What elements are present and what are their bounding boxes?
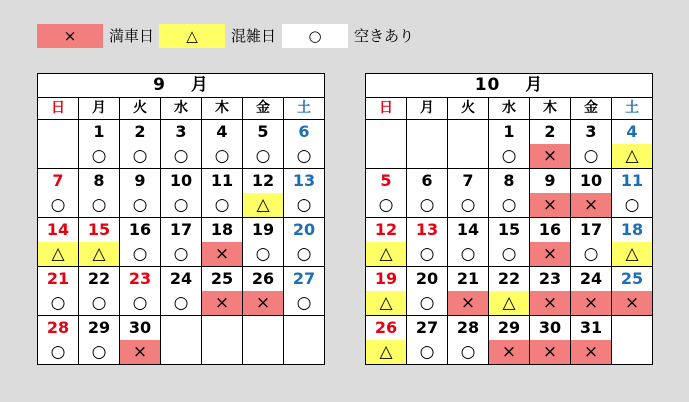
weekday-label: 日 <box>366 98 407 119</box>
available-marker-icon: ○ <box>214 194 230 215</box>
day-number: 27 <box>292 269 316 288</box>
day-cell <box>120 120 161 168</box>
day-cell <box>612 267 652 315</box>
day-number: 9 <box>544 171 556 190</box>
day-cell <box>366 169 407 217</box>
day-number: 25 <box>210 269 234 288</box>
weekday-label: 火 <box>120 98 161 119</box>
available-marker-icon: ○ <box>296 292 312 313</box>
empty-day-cell <box>38 120 79 168</box>
legend-label: 混雑日 <box>231 27 277 45</box>
full-marker-icon: × <box>571 340 611 364</box>
weekday-label: 火 <box>448 98 489 119</box>
day-number: 3 <box>175 122 187 141</box>
day-cell <box>448 169 489 217</box>
busy-marker-icon: △ <box>366 242 406 266</box>
empty-day-cell <box>407 120 448 168</box>
day-cell <box>448 218 489 266</box>
weekday-label: 金 <box>571 98 612 119</box>
day-cell <box>243 267 284 315</box>
day-number: 18 <box>620 220 644 239</box>
day-number: 20 <box>292 220 316 239</box>
day-cell <box>448 316 489 364</box>
available-marker-icon: ○ <box>583 145 599 166</box>
available-marker-icon: ○ <box>419 243 435 264</box>
day-cell <box>571 218 612 266</box>
week-row <box>38 316 324 364</box>
calendar-grid <box>366 120 652 364</box>
day-number: 12 <box>374 220 398 239</box>
busy-marker-icon: △ <box>366 291 406 315</box>
weekday-label: 水 <box>161 98 202 119</box>
day-cell <box>38 267 79 315</box>
day-number: 16 <box>128 220 152 239</box>
calendar-title: 10 月 <box>366 74 652 98</box>
day-number: 16 <box>538 220 562 239</box>
empty-day-cell <box>366 120 407 168</box>
available-marker-icon: ○ <box>419 341 435 362</box>
day-cell <box>202 120 243 168</box>
day-cell <box>38 218 79 266</box>
weekday-label: 金 <box>243 98 284 119</box>
day-cell <box>79 267 120 315</box>
day-number: 26 <box>251 269 275 288</box>
available-marker-icon: ○ <box>214 145 230 166</box>
day-cell <box>407 316 448 364</box>
available-marker-icon: ○ <box>173 145 189 166</box>
available-marker-icon: ○ <box>132 145 148 166</box>
legend-label: 満車日 <box>109 27 155 45</box>
available-marker-icon: ○ <box>583 243 599 264</box>
weekday-label: 月 <box>79 98 120 119</box>
day-number: 6 <box>421 171 433 190</box>
day-cell <box>284 218 324 266</box>
day-cell <box>530 316 571 364</box>
day-cell <box>407 267 448 315</box>
day-number: 17 <box>579 220 603 239</box>
day-number: 3 <box>585 122 597 141</box>
full-marker-icon: × <box>448 291 488 315</box>
day-cell <box>530 267 571 315</box>
day-cell <box>161 267 202 315</box>
day-number: 8 <box>503 171 515 190</box>
day-number: 26 <box>374 318 398 337</box>
available-marker-icon: ○ <box>296 194 312 215</box>
day-number: 27 <box>415 318 439 337</box>
busy-marker-icon: △ <box>612 242 652 266</box>
day-number: 28 <box>46 318 70 337</box>
busy-marker-icon: △ <box>612 144 652 168</box>
week-row <box>366 120 652 169</box>
day-number: 15 <box>87 220 111 239</box>
day-cell <box>571 316 612 364</box>
day-number: 18 <box>210 220 234 239</box>
full-marker-icon: × <box>120 340 160 364</box>
available-marker-icon: ○ <box>282 24 348 48</box>
available-marker-icon: ○ <box>501 243 517 264</box>
day-number: 30 <box>128 318 152 337</box>
day-cell <box>530 218 571 266</box>
day-number: 5 <box>257 122 269 141</box>
empty-day-cell <box>161 316 202 364</box>
day-cell <box>407 169 448 217</box>
day-number: 7 <box>52 171 64 190</box>
available-marker-icon: ○ <box>460 341 476 362</box>
busy-marker-icon: △ <box>79 242 119 266</box>
day-cell <box>120 169 161 217</box>
day-cell <box>571 169 612 217</box>
day-cell <box>79 218 120 266</box>
day-number: 31 <box>579 318 603 337</box>
empty-day-cell <box>284 316 324 364</box>
day-cell <box>489 218 530 266</box>
busy-marker-icon: △ <box>159 24 225 48</box>
available-marker-icon: ○ <box>173 243 189 264</box>
day-number: 2 <box>544 122 556 141</box>
busy-marker-icon: △ <box>38 242 78 266</box>
full-marker-icon: × <box>37 24 103 48</box>
day-cell <box>79 120 120 168</box>
weekday-label: 土 <box>625 100 639 116</box>
full-marker-icon: × <box>530 340 570 364</box>
day-cell <box>202 218 243 266</box>
day-cell <box>530 120 571 168</box>
day-cell <box>612 218 652 266</box>
day-number: 12 <box>251 171 275 190</box>
day-number: 2 <box>134 122 146 141</box>
day-number: 13 <box>415 220 439 239</box>
day-cell <box>284 120 324 168</box>
full-marker-icon: × <box>530 144 570 168</box>
empty-day-cell <box>448 120 489 168</box>
available-marker-icon: ○ <box>419 292 435 313</box>
available-marker-icon: ○ <box>378 194 394 215</box>
day-cell <box>120 218 161 266</box>
weekday-label: 土 <box>297 100 311 116</box>
calendar-september <box>37 73 325 365</box>
available-marker-icon: ○ <box>132 292 148 313</box>
day-number: 4 <box>626 122 638 141</box>
day-cell <box>120 267 161 315</box>
week-row <box>38 218 324 267</box>
full-marker-icon: × <box>530 193 570 217</box>
week-row <box>38 267 324 316</box>
available-marker-icon: ○ <box>460 243 476 264</box>
day-cell <box>571 120 612 168</box>
day-cell <box>448 267 489 315</box>
day-cell <box>202 267 243 315</box>
legend-label: 空きあり <box>354 27 415 45</box>
day-number: 14 <box>456 220 480 239</box>
day-number: 1 <box>503 122 515 141</box>
day-number: 30 <box>538 318 562 337</box>
day-number: 11 <box>210 171 234 190</box>
full-marker-icon: × <box>530 242 570 266</box>
busy-marker-icon: △ <box>366 340 406 364</box>
day-number: 8 <box>93 171 105 190</box>
busy-marker-icon: △ <box>243 193 283 217</box>
day-number: 29 <box>497 318 521 337</box>
day-cell <box>612 169 652 217</box>
day-cell <box>243 218 284 266</box>
weekday-label: 水 <box>489 98 530 119</box>
weekday-label: 月 <box>407 98 448 119</box>
busy-marker-icon: △ <box>489 291 529 315</box>
calendar-grid <box>38 120 324 364</box>
full-marker-icon: × <box>571 193 611 217</box>
available-marker-icon: ○ <box>296 145 312 166</box>
day-number: 22 <box>87 269 111 288</box>
day-cell <box>489 169 530 217</box>
day-number: 23 <box>128 269 152 288</box>
full-marker-icon: × <box>202 242 242 266</box>
full-marker-icon: × <box>612 291 652 315</box>
day-cell <box>489 267 530 315</box>
day-cell <box>161 218 202 266</box>
day-number: 25 <box>620 269 644 288</box>
week-row <box>366 218 652 267</box>
day-cell <box>366 267 407 315</box>
day-number: 24 <box>579 269 603 288</box>
available-marker-icon: ○ <box>296 243 312 264</box>
available-marker-icon: ○ <box>50 341 66 362</box>
weekday-label: 日 <box>38 98 79 119</box>
weekday-label: 木 <box>202 98 243 119</box>
day-cell <box>79 316 120 364</box>
available-marker-icon: ○ <box>91 341 107 362</box>
calendar-title: 9 月 <box>38 74 324 98</box>
day-cell <box>284 169 324 217</box>
day-number: 5 <box>380 171 392 190</box>
day-number: 7 <box>462 171 474 190</box>
available-marker-icon: ○ <box>132 243 148 264</box>
week-row <box>38 120 324 169</box>
day-number: 11 <box>620 171 644 190</box>
weekday-label: 木 <box>530 98 571 119</box>
day-number: 19 <box>374 269 398 288</box>
available-marker-icon: ○ <box>255 243 271 264</box>
available-marker-icon: ○ <box>91 145 107 166</box>
day-number: 15 <box>497 220 521 239</box>
calendar-october <box>365 73 653 365</box>
empty-day-cell <box>243 316 284 364</box>
day-number: 24 <box>169 269 193 288</box>
day-number: 19 <box>251 220 275 239</box>
full-marker-icon: × <box>202 291 242 315</box>
day-cell <box>243 169 284 217</box>
day-cell <box>530 169 571 217</box>
week-row <box>366 169 652 218</box>
day-cell <box>571 267 612 315</box>
available-marker-icon: ○ <box>173 292 189 313</box>
full-marker-icon: × <box>489 340 529 364</box>
day-cell <box>407 218 448 266</box>
weekday-header <box>366 98 652 120</box>
day-cell <box>79 169 120 217</box>
day-number: 21 <box>46 269 70 288</box>
day-number: 29 <box>87 318 111 337</box>
available-marker-icon: ○ <box>501 194 517 215</box>
day-cell <box>161 120 202 168</box>
day-cell <box>366 316 407 364</box>
available-marker-icon: ○ <box>460 194 476 215</box>
available-marker-icon: ○ <box>255 145 271 166</box>
day-number: 22 <box>497 269 521 288</box>
day-number: 23 <box>538 269 562 288</box>
available-marker-icon: ○ <box>419 194 435 215</box>
available-marker-icon: ○ <box>50 292 66 313</box>
available-marker-icon: ○ <box>501 145 517 166</box>
day-cell <box>489 316 530 364</box>
day-number: 10 <box>169 171 193 190</box>
day-number: 9 <box>134 171 146 190</box>
day-number: 14 <box>46 220 70 239</box>
day-number: 4 <box>216 122 228 141</box>
day-cell <box>120 316 161 364</box>
day-number: 21 <box>456 269 480 288</box>
day-cell <box>612 120 652 168</box>
day-cell <box>366 218 407 266</box>
full-marker-icon: × <box>530 291 570 315</box>
day-number: 28 <box>456 318 480 337</box>
day-number: 1 <box>93 122 105 141</box>
week-row <box>38 169 324 218</box>
weekday-header <box>38 98 324 120</box>
day-number: 13 <box>292 171 316 190</box>
day-number: 20 <box>415 269 439 288</box>
day-cell <box>489 120 530 168</box>
week-row <box>366 316 652 364</box>
week-row <box>366 267 652 316</box>
full-marker-icon: × <box>243 291 283 315</box>
day-cell <box>38 316 79 364</box>
day-cell <box>38 169 79 217</box>
day-cell <box>243 120 284 168</box>
available-marker-icon: ○ <box>50 194 66 215</box>
day-number: 6 <box>298 122 310 141</box>
full-marker-icon: × <box>571 291 611 315</box>
available-marker-icon: ○ <box>624 194 640 215</box>
day-cell <box>284 267 324 315</box>
empty-day-cell <box>202 316 243 364</box>
day-number: 17 <box>169 220 193 239</box>
day-cell <box>161 169 202 217</box>
day-number: 10 <box>579 171 603 190</box>
day-cell <box>202 169 243 217</box>
available-marker-icon: ○ <box>91 194 107 215</box>
available-marker-icon: ○ <box>173 194 189 215</box>
empty-day-cell <box>612 316 652 364</box>
available-marker-icon: ○ <box>91 292 107 313</box>
available-marker-icon: ○ <box>132 194 148 215</box>
